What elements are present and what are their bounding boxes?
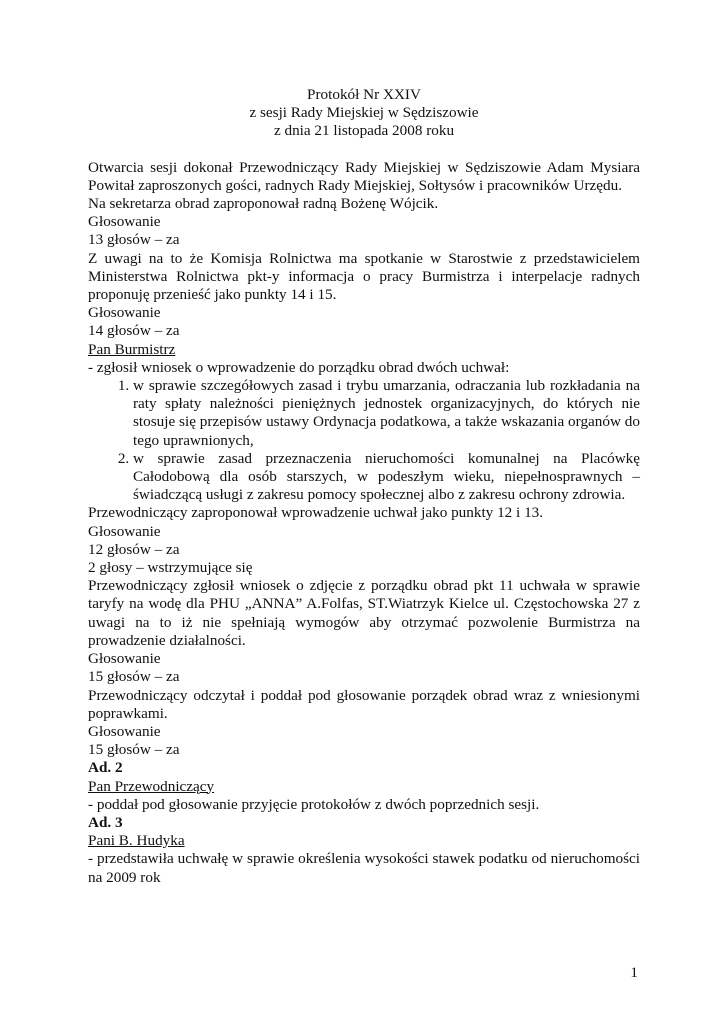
list-item: 2. w sprawie zasad przeznaczenia nieruchomości komunalnej na Placówkę Całodobową dla osób starszych, w podeszłym wieku, niepełnosprawnych – świadczącą usługi z zakresu pomocy społecznej albo z zakresu ochrony zdrowia.	[133, 450, 640, 505]
paragraph-opening: Otwarcia sesji dokonał Przewodniczący Rady Miejskiej w Sędziszowie Adam Mysiara Powitał zaproszonych gości, radnych Rady Miejskiej, Sołtysów i pracowników Urzędu.	[88, 158, 640, 194]
vote-label: Głosowanie	[88, 522, 161, 540]
document-title	[88, 86, 640, 141]
vote-abstain: 2 głosy – wstrzymujące się	[88, 559, 253, 577]
vote-result: 12 głosów – za	[88, 540, 180, 558]
page-number: 1	[630, 964, 638, 981]
vote-result: 15 głosów – za	[88, 668, 180, 686]
title-line-3: z dnia 21 listopada 2008 roku	[273, 122, 455, 140]
resolution-list	[88, 377, 640, 504]
section-heading: Ad. 2	[88, 759, 123, 777]
speaker-heading: Pan Przewodniczący	[88, 777, 215, 795]
vote-result: 15 głosów – za	[88, 741, 180, 759]
paragraph-tax-resolution: - przedstawiła uchwałę w sprawie określenia wysokości stawek podatku od nieruchomości na 2009 rok	[88, 850, 640, 886]
speaker-heading: Pani B. Hudyka	[88, 832, 185, 850]
paragraph-secretary: Na sekretarza obrad zaproponował radną Bożenę Wójcik.	[88, 195, 439, 213]
vote-label: Głosowanie	[88, 650, 161, 668]
vote-result: 13 głosów – za	[88, 231, 180, 249]
paragraph-minutes: - poddał pod głosowanie przyjęcie protokołów z dwóch poprzednich sesji.	[88, 795, 540, 813]
paragraph-motion: - zgłosił wniosek o wprowadzenie do porządku obrad dwóch uchwał:	[88, 358, 510, 376]
paragraph-agenda-change: Z uwagi na to że Komisja Rolnictwa ma spotkanie w Starostwie z przedstawicielem Ministerstwa Rolnictwa pkt-y informacja o pracy Burmistrza i interpelacje radnych proponuję przenieść jako punkty 14 i 15.	[88, 249, 640, 304]
paragraph-proposal: Przewodniczący zaproponował wprowadzenie uchwał jako punkty 12 i 13.	[88, 504, 544, 522]
document-body	[88, 86, 640, 887]
paragraph-removal: Przewodniczący zgłosił wniosek o zdjęcie z porządku obrad pkt 11 uchwała w sprawie taryfy na wodę dla PHU „ANNA” A.Folfas, ST.Wiatrzyk Kielce ul. Częstochowska 27 z uwagi na to iż nie spełniają wymogów aby otrzymać pozwolenie Burmistrza na prowadzenie działalności.	[88, 577, 640, 649]
speaker-heading: Pan Burmistrz	[88, 340, 176, 358]
vote-result: 14 głosów – za	[88, 322, 180, 340]
section-heading: Ad. 3	[88, 813, 123, 831]
paragraph-agenda-vote: Przewodniczący odczytał i poddał pod głosowanie porządek obrad wraz z wniesionymi poprawkami.	[88, 686, 640, 722]
vote-label: Głosowanie	[88, 304, 161, 322]
title-line-1: Protokół Nr XXIV	[307, 86, 421, 103]
title-line-2: z sesji Rady Miejskiej w Sędziszowie	[249, 104, 479, 122]
vote-label: Głosowanie	[88, 213, 161, 231]
vote-label: Głosowanie	[88, 722, 161, 740]
list-item: 1. w sprawie szczegółowych zasad i trybu umarzania, odraczania lub rozkładania na raty spłaty należności pieniężnych jednostek organizacyjnych, do których nie stosuje się przepisów ustawy Ordynacja podatkowa, a także wskazania organów do tego uprawnionych,	[133, 377, 640, 450]
